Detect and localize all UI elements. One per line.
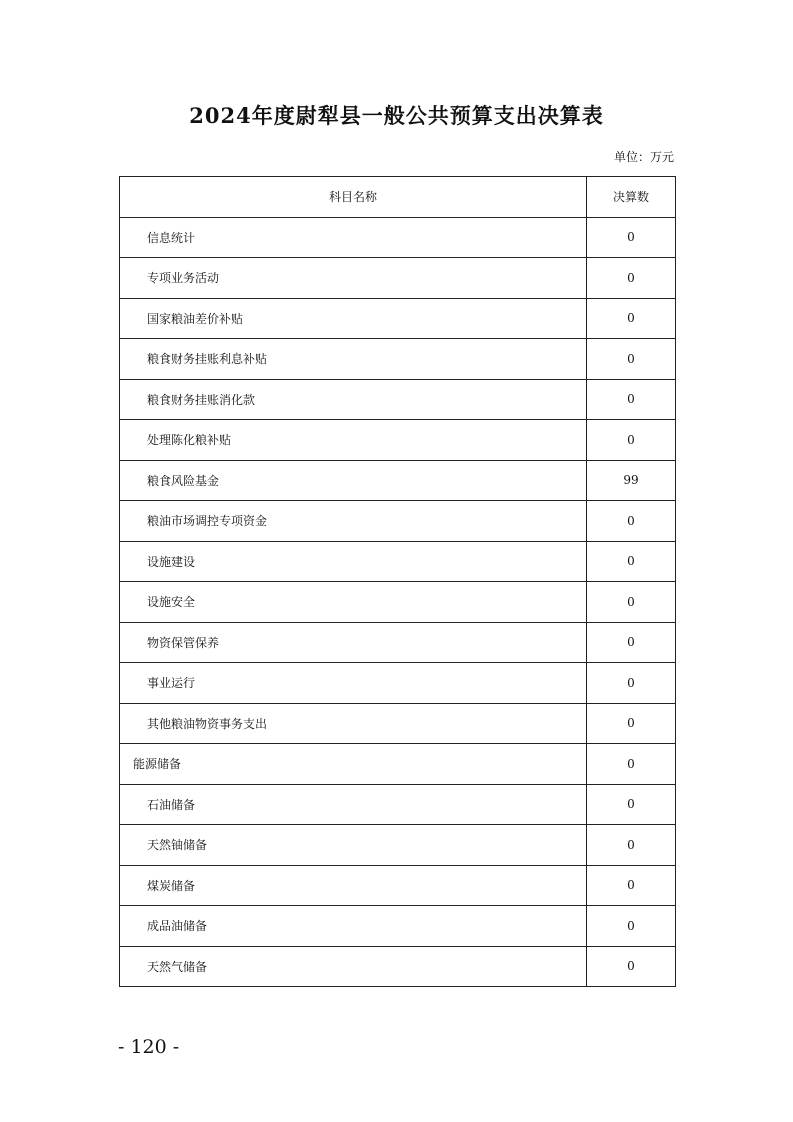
table-row [120,420,676,461]
budget-table [119,176,676,987]
page-number: - 120 - [118,1036,180,1058]
final-amount-cell: 0 [587,339,676,380]
final-amount-cell: 0 [587,217,676,258]
subject-name-cell: 事业运行 [120,663,587,704]
table-header-row [120,177,676,218]
subject-name-cell: 粮食财务挂账消化款 [120,379,587,420]
final-amount-cell: 0 [587,744,676,785]
final-amount-cell: 99 [587,460,676,501]
table-row [120,379,676,420]
table-row [120,663,676,704]
subject-name-cell: 煤炭储备 [120,865,587,906]
subject-name-cell: 天然气储备 [120,946,587,987]
table-row [120,582,676,623]
table-row [120,460,676,501]
subject-name-cell: 设施建设 [120,541,587,582]
final-amount-cell: 0 [587,825,676,866]
final-amount-cell: 0 [587,946,676,987]
table-row [120,541,676,582]
table-row [120,622,676,663]
header-subject-name: 科目名称 [120,177,587,218]
final-amount-cell: 0 [587,865,676,906]
subject-name-cell: 石油储备 [120,784,587,825]
final-amount-cell: 0 [587,298,676,339]
table-row [120,298,676,339]
final-amount-cell: 0 [587,258,676,299]
table-row [120,946,676,987]
table-row [120,501,676,542]
table-row [120,865,676,906]
final-amount-cell: 0 [587,379,676,420]
final-amount-cell: 0 [587,906,676,947]
table-row [120,906,676,947]
final-amount-cell: 0 [587,622,676,663]
subject-name-cell: 粮食财务挂账利息补贴 [120,339,587,380]
final-amount-cell: 0 [587,703,676,744]
table-row [120,258,676,299]
table-row [120,339,676,380]
final-amount-cell: 0 [587,541,676,582]
final-amount-cell: 0 [587,663,676,704]
subject-name-cell: 其他粮油物资事务支出 [120,703,587,744]
subject-name-cell: 天然铀储备 [120,825,587,866]
header-final-amount: 决算数 [587,177,676,218]
subject-name-cell: 物资保管保养 [120,622,587,663]
final-amount-cell: 0 [587,501,676,542]
page-title: 2024年度尉犁县一般公共预算支出决算表 [189,103,604,128]
subject-name-cell: 专项业务活动 [120,258,587,299]
table-row [120,217,676,258]
table-row [120,744,676,785]
table-row [120,784,676,825]
subject-name-cell: 成品油储备 [120,906,587,947]
table-row [120,703,676,744]
final-amount-cell: 0 [587,784,676,825]
unit-label: 单位：万元 [613,150,674,164]
subject-name-cell: 能源储备 [120,744,587,785]
subject-name-cell: 国家粮油差价补贴 [120,298,587,339]
subject-name-cell: 粮食风险基金 [120,460,587,501]
subject-name-cell: 设施安全 [120,582,587,623]
final-amount-cell: 0 [587,582,676,623]
subject-name-cell: 处理陈化粮补贴 [120,420,587,461]
subject-name-cell: 粮油市场调控专项资金 [120,501,587,542]
table-row [120,825,676,866]
subject-name-cell: 信息统计 [120,217,587,258]
final-amount-cell: 0 [587,420,676,461]
